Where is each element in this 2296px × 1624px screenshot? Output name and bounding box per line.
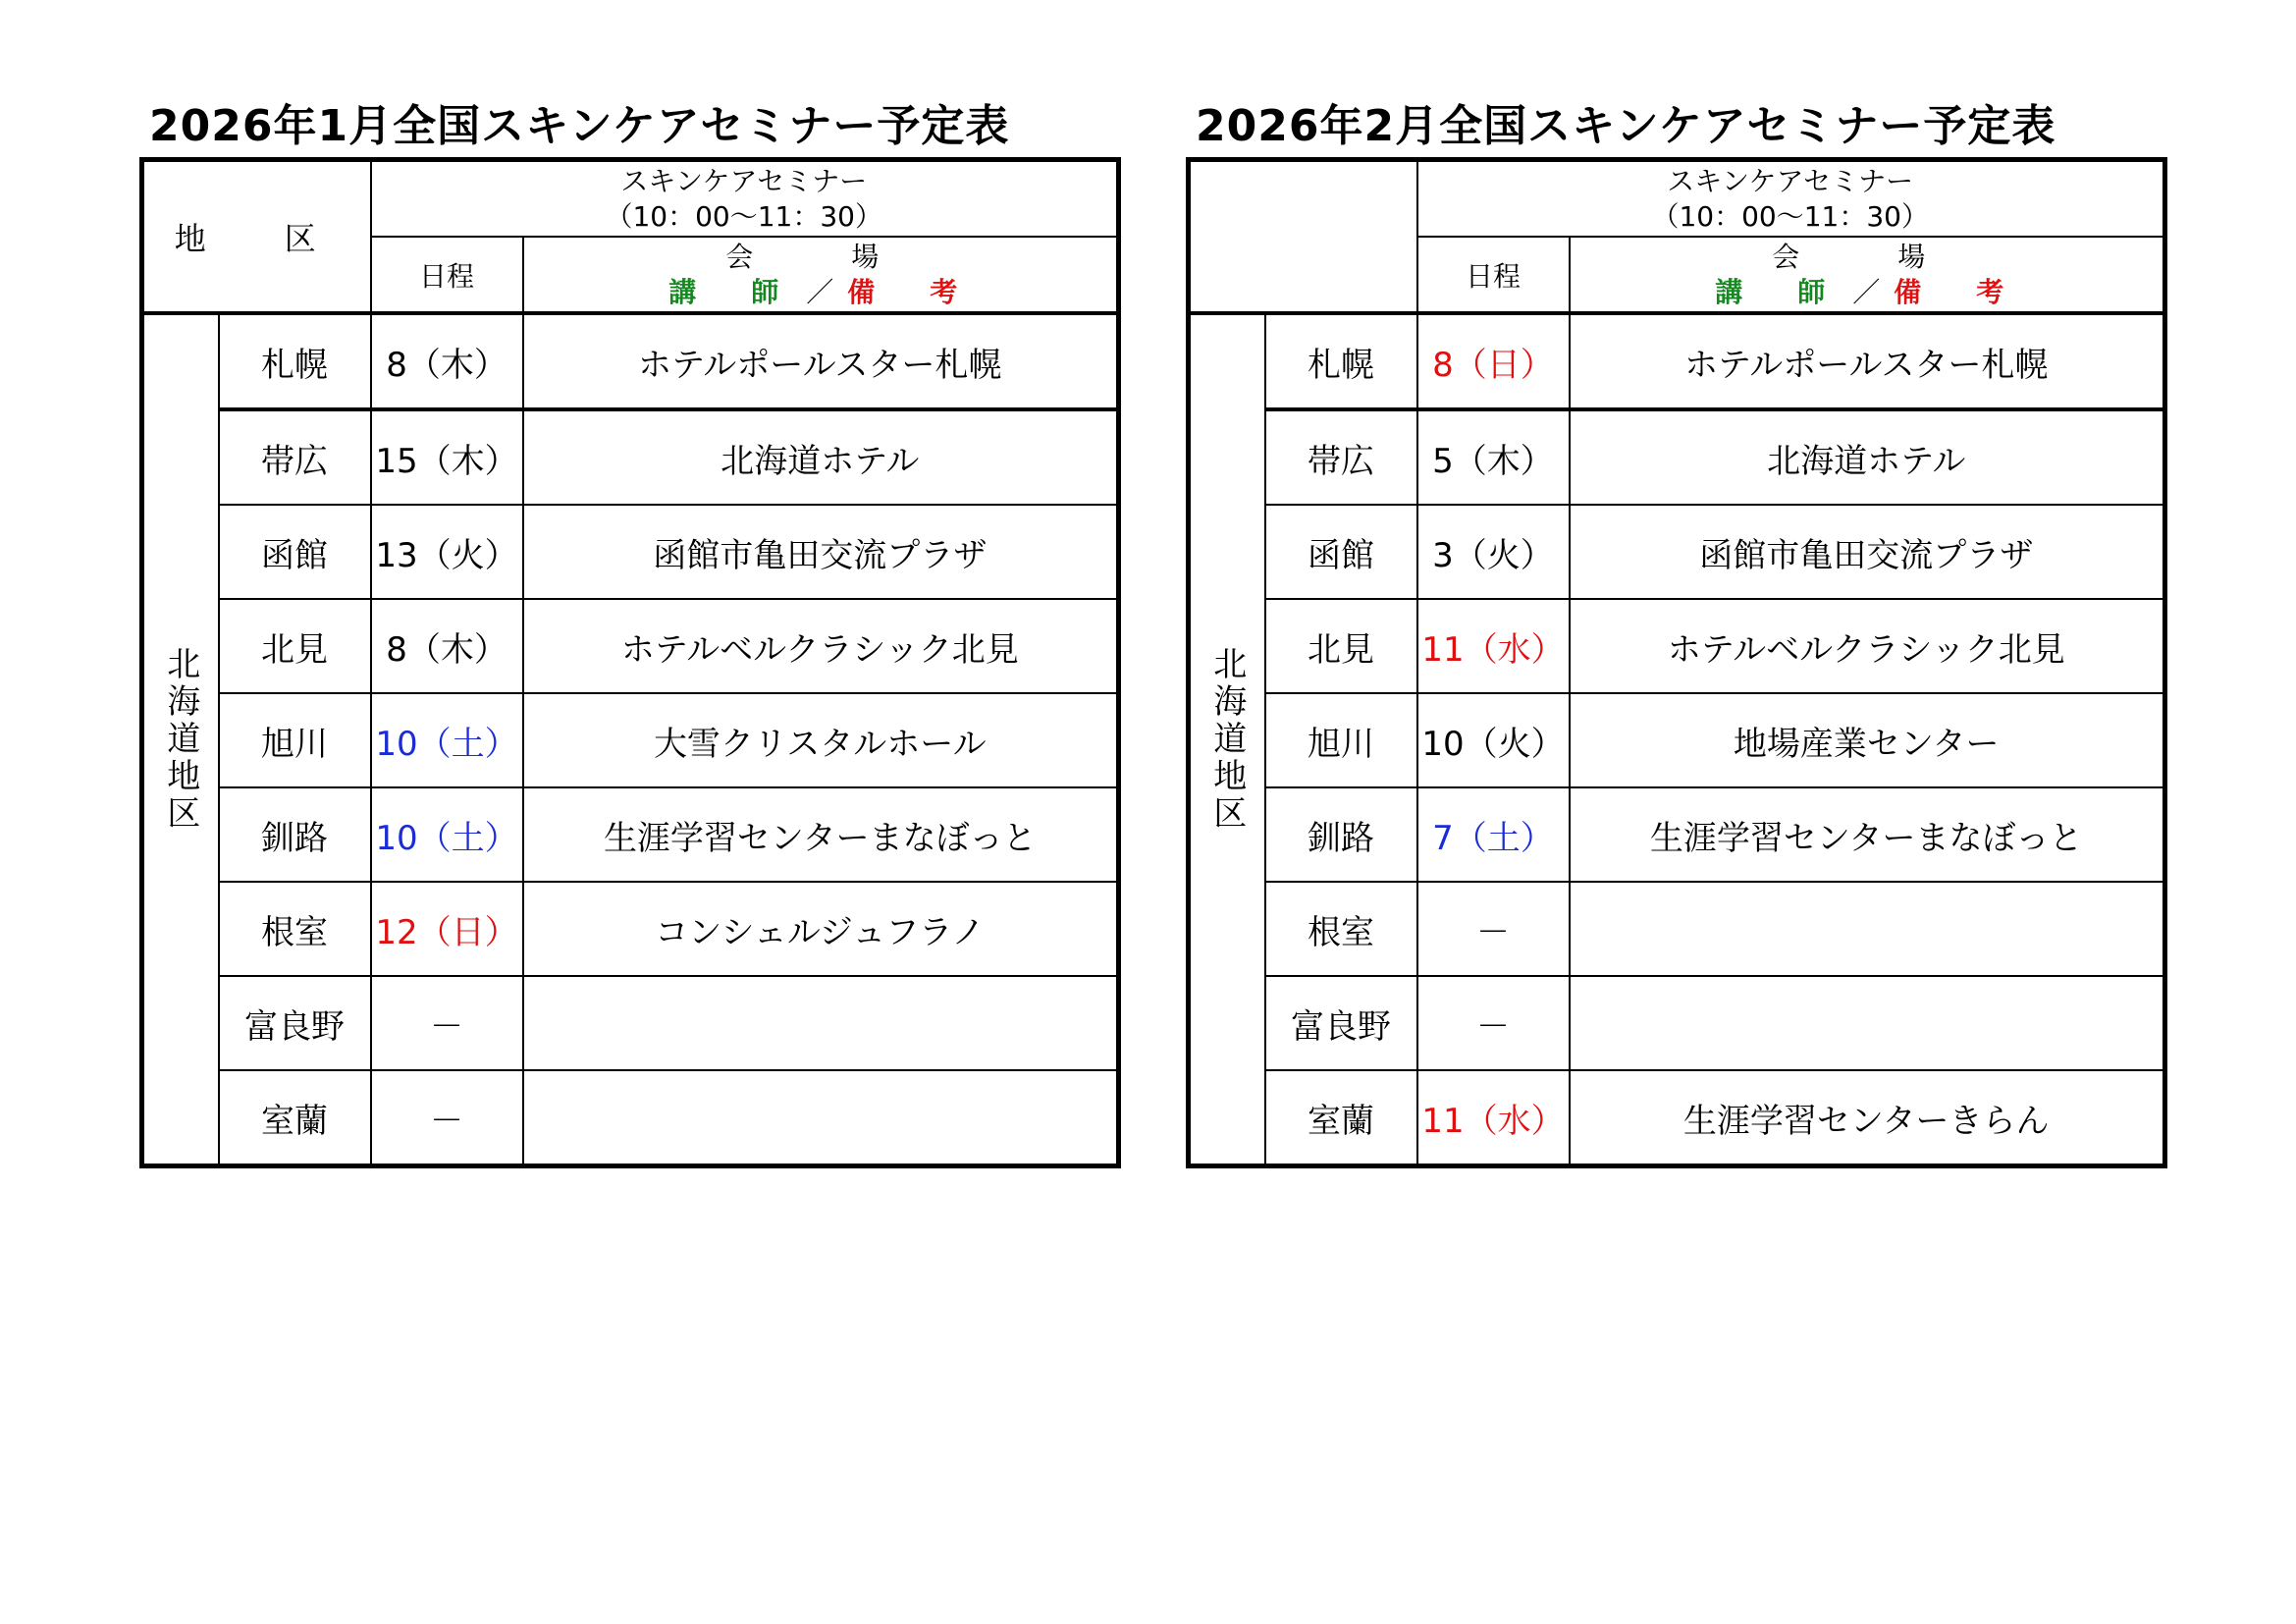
date-cell: 8（木） [371,599,523,693]
city-cell: 釧路 [219,787,371,882]
region-header [1189,160,1417,314]
city-cell: 帯広 [219,409,371,505]
region-name: 北海道地区 [1189,313,1265,1166]
venue-cell: ホテルベルクラシック北見 [1570,599,2165,693]
lecturer-label: 講 師 [668,275,793,308]
schedule-table [1186,157,2167,1168]
city-cell: 旭川 [219,693,371,787]
venue-cell [1570,976,2165,1070]
date-cell: 8（木） [371,313,523,409]
venue-header [523,237,1119,313]
date-cell: － [371,976,523,1070]
city-cell: 富良野 [1265,976,1417,1070]
seminar-title: スキンケアセミナー [1667,164,1914,197]
schedule-table [139,157,1121,1168]
venue-cell [523,1070,1119,1166]
date-header: 日程 [1417,237,1570,313]
venue-cell: 生涯学習センターまなぼっと [1570,787,2165,882]
seminar-header [371,160,1119,238]
city-cell: 富良野 [219,976,371,1070]
venue-cell: ホテルポールスター札幌 [1570,313,2165,409]
date-cell: － [1417,976,1570,1070]
date-header: 日程 [371,237,523,313]
date-cell: 5（木） [1417,409,1570,505]
venue-cell: 地場産業センター [1570,693,2165,787]
city-cell: 根室 [219,882,371,976]
note-label: 備 考 [1894,275,2018,308]
city-cell: 函館 [1265,505,1417,599]
city-cell: 根室 [1265,882,1417,976]
slash-divider: ／ [806,275,834,308]
venue-label: 会 場 [725,240,915,273]
city-cell: 北見 [219,599,371,693]
date-cell: 8（日） [1417,313,1570,409]
venue-cell: 生涯学習センターきらん [1570,1070,2165,1166]
seminar-time: （10：00～11：30） [605,199,883,233]
slash-divider: ／ [1852,275,1881,308]
city-cell: 帯広 [1265,409,1417,505]
venue-cell: ホテルポールスター札幌 [523,313,1119,409]
venue-header [1570,237,2165,313]
city-cell: 北見 [1265,599,1417,693]
region-header: 地 区 [142,160,371,314]
note-label: 備 考 [847,275,972,308]
seminar-time: （10：00～11：30） [1651,199,1930,233]
sheet-title: 2026年1月全国スキンケアセミナー予定表 [149,101,1010,151]
venue-cell [1570,882,2165,976]
date-cell: － [371,1070,523,1166]
date-cell: 10（土） [371,693,523,787]
venue-cell: コンシェルジュフラノ [523,882,1119,976]
venue-cell: 生涯学習センターまなぼっと [523,787,1119,882]
seminar-header [1417,160,2165,238]
city-cell: 札幌 [1265,313,1417,409]
seminar-title: スキンケアセミナー [620,164,868,197]
city-cell: 旭川 [1265,693,1417,787]
city-cell: 函館 [219,505,371,599]
venue-cell: 北海道ホテル [523,409,1119,505]
date-cell: 11（水） [1417,599,1570,693]
lecturer-label: 講 師 [1715,275,1840,308]
date-cell: 10（火） [1417,693,1570,787]
region-name: 北海道地区 [142,313,219,1166]
date-cell: 13（火） [371,505,523,599]
city-cell: 室蘭 [219,1070,371,1166]
sheet-title: 2026年2月全国スキンケアセミナー予定表 [1196,101,2056,151]
date-cell: 12（日） [371,882,523,976]
city-cell: 札幌 [219,313,371,409]
venue-cell [523,976,1119,1070]
date-cell: 7（土） [1417,787,1570,882]
venue-cell: ホテルベルクラシック北見 [523,599,1119,693]
venue-cell: 函館市亀田交流プラザ [1570,505,2165,599]
schedule-sheet-february [1186,98,2169,1168]
date-cell: － [1417,882,1570,976]
city-cell: 釧路 [1265,787,1417,882]
venue-label: 会 場 [1772,240,1961,273]
date-cell: 10（土） [371,787,523,882]
venue-cell: 大雪クリスタルホール [523,693,1119,787]
date-cell: 15（木） [371,409,523,505]
venue-cell: 函館市亀田交流プラザ [523,505,1119,599]
date-cell: 3（火） [1417,505,1570,599]
city-cell: 室蘭 [1265,1070,1417,1166]
schedule-sheet-january [139,98,1123,1168]
date-cell: 11（水） [1417,1070,1570,1166]
venue-cell: 北海道ホテル [1570,409,2165,505]
